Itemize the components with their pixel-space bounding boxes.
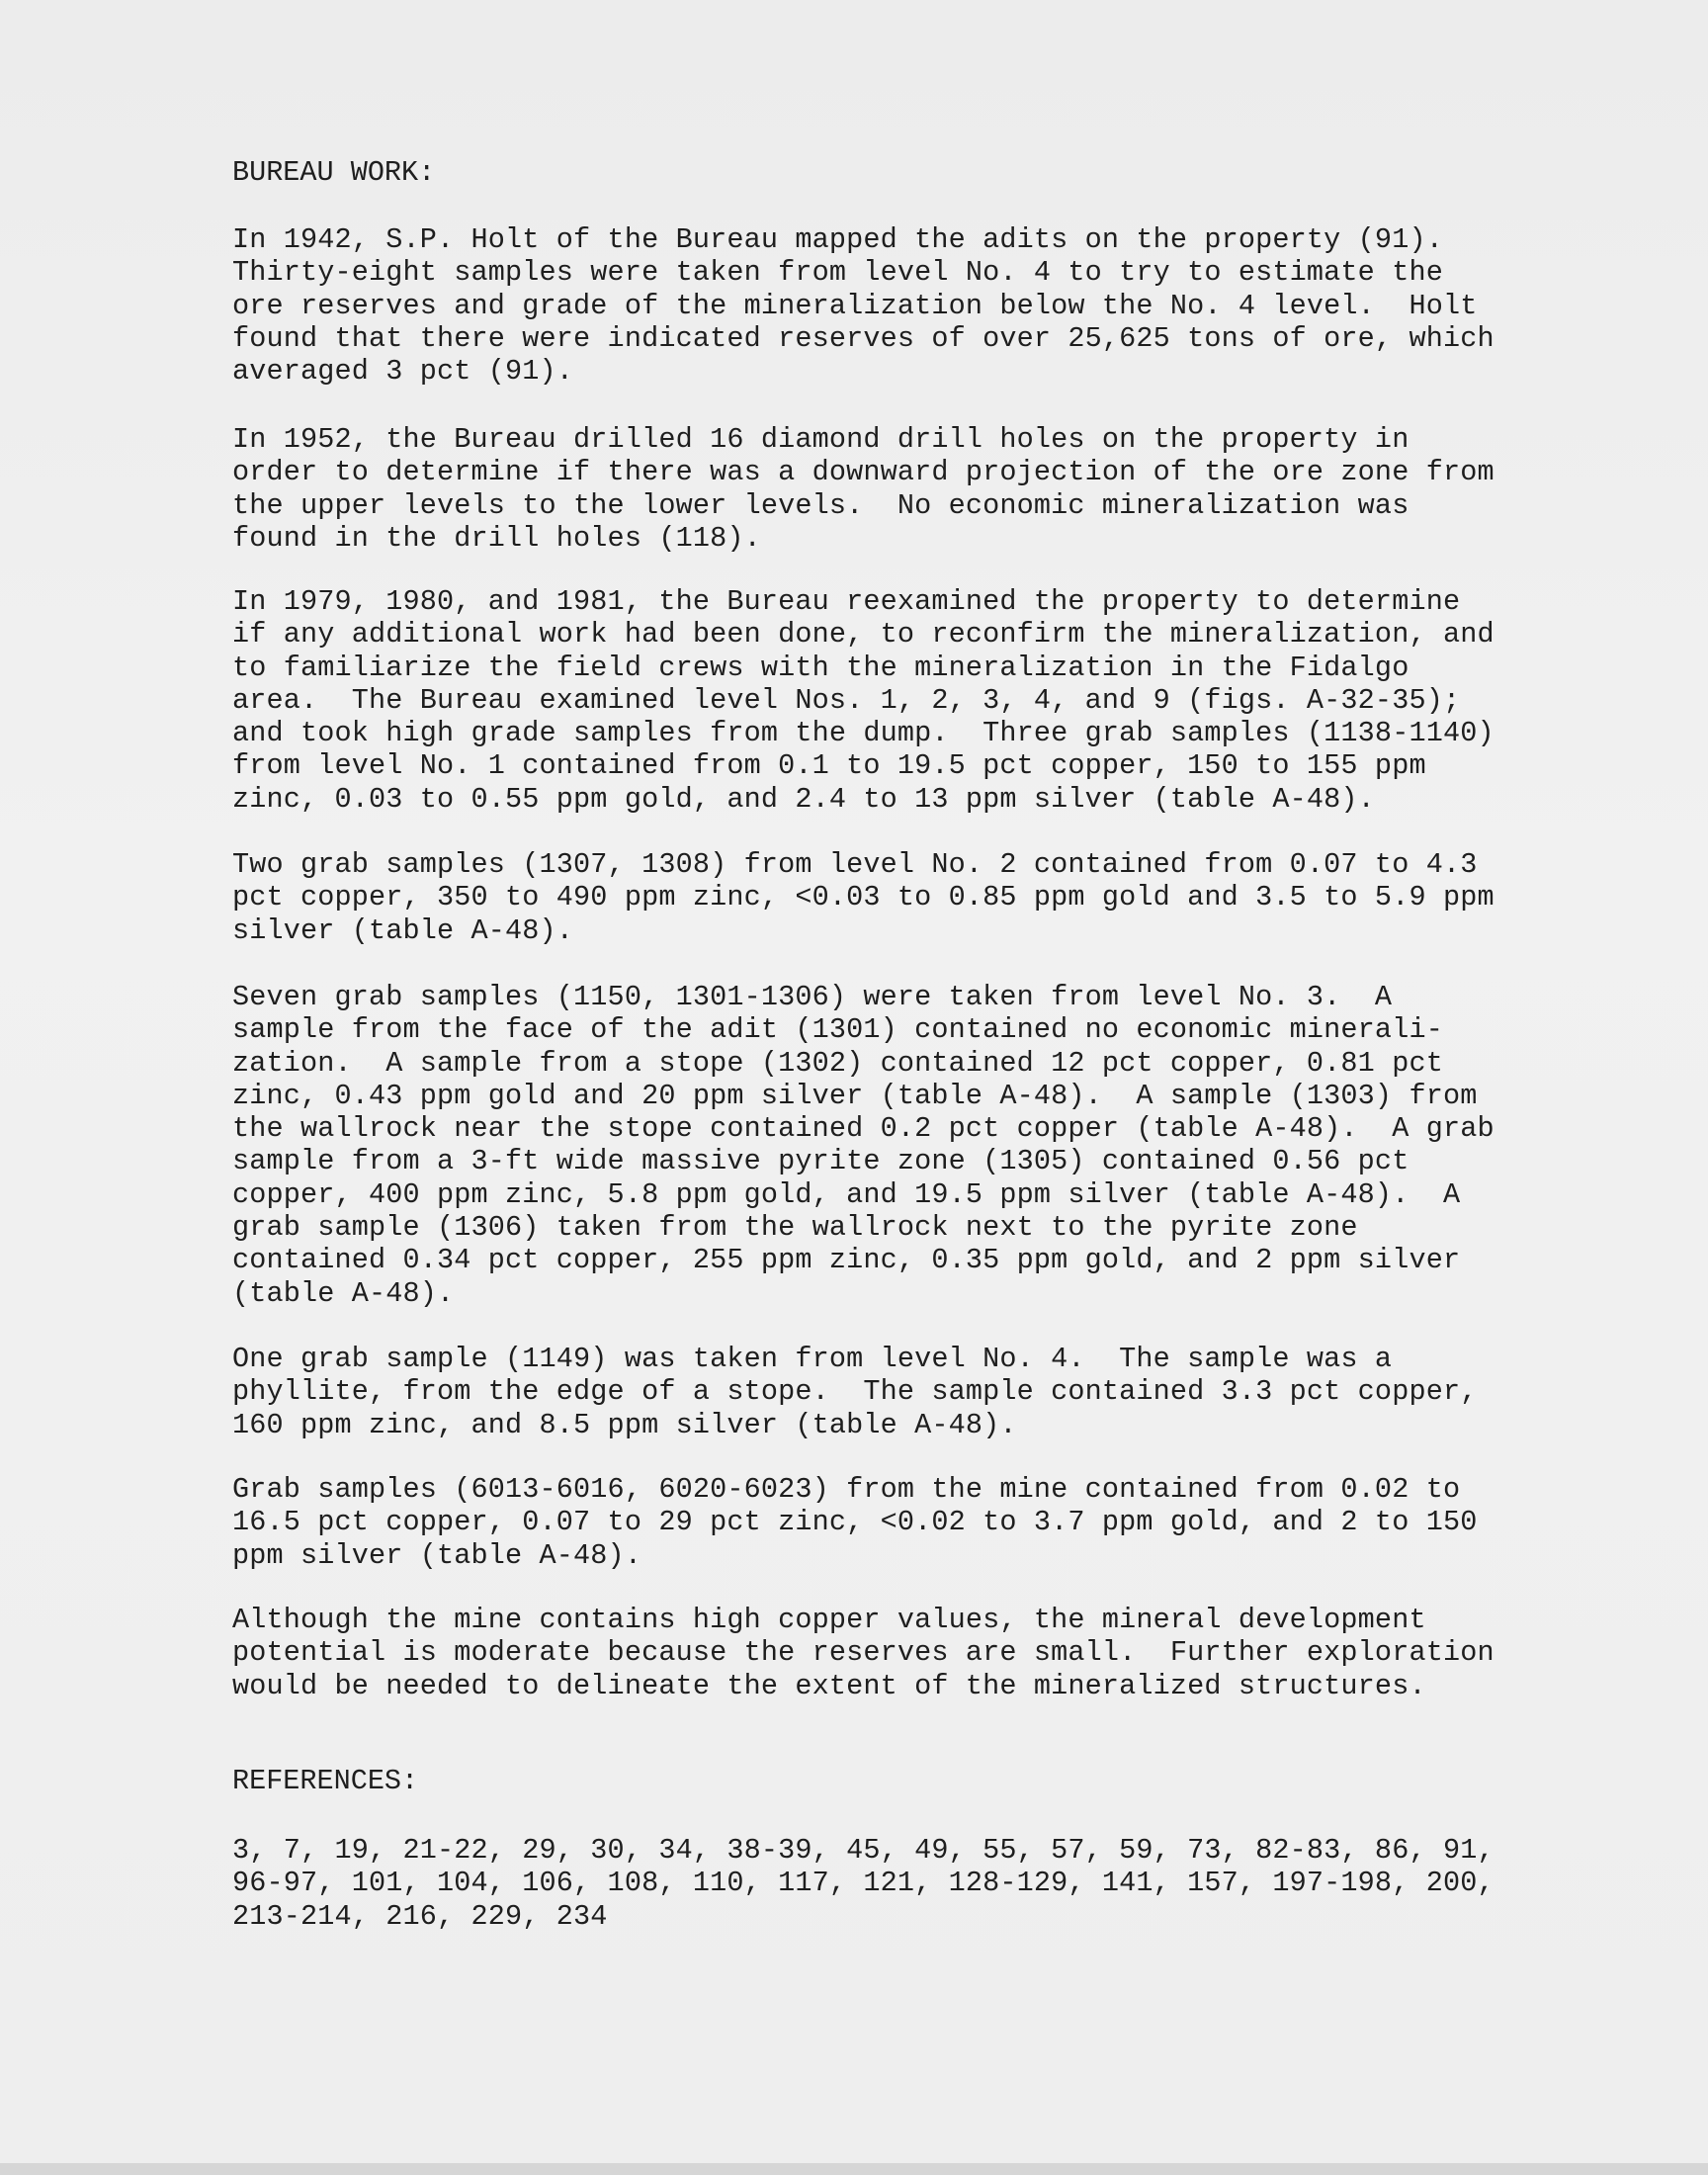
paragraph-1979-reexamination: In 1979, 1980, and 1981, the Bureau reexamined the property to determine if any additional work had been done, to reconfirm the mineralization, and to familiarize the field crews with the mineralization in the Fidalgo area. The Bureau examined level Nos. 1, 2, 3, 4, and 9 (figs. A-32-35); and took high grade samples from the dump. Three grab samples (1138-1140) from level No. 1 contained from 0.1 to 19.5 pct copper, 150 to 155 ppm zinc, 0.03 to 0.55 ppm gold, and 2.4 to 13 ppm silver (table A-48). [232,585,1494,816]
paragraph-level-2-samples: Two grab samples (1307, 1308) from level No. 2 contained from 0.07 to 4.3 pct copper, 350 to 490 ppm zinc, <0.03 to 0.85 ppm gold and 3.5 to 5.9 ppm silver (table A-48). [232,848,1494,947]
paragraph-1942-mapping: In 1942, S.P. Holt of the Bureau mapped the adits on the property (91). Thirty-eight samples were taken from level No. 4 to try to estimate the ore reserves and grade of the mineralization below the No. 4 level. Holt found that there were indicated reserves of over 25,625 tons of ore, which averaged 3 pct (91). [232,223,1494,389]
paragraph-1952-drilling: In 1952, the Bureau drilled 16 diamond drill holes on the property in order to determine if there was a downward projection of the ore zone from the upper levels to the lower levels. No economic mineralization was found in the drill holes (118). [232,423,1494,555]
scan-bottom-edge [0,2163,1708,2175]
bureau-work-heading: BUREAU WORK: [232,156,436,189]
paragraph-level-3-samples: Seven grab samples (1150, 1301-1306) were taken from level No. 3. A sample from the face of the adit (1301) contained no economic minerali- zation. A sample from a stope (1302) contained 12 pct copper, 0.81 pct zinc, 0.43 ppm gold and 20 ppm silver (table A-48). A sample (1303) from the wallrock near the stope contained 0.2 pct copper (table A-48). A grab sample from a 3-ft wide massive pyrite zone (1305) contained 0.56 pct copper, 400 ppm zinc, 5.8 ppm gold, and 19.5 ppm silver (table A-48). A grab sample (1306) taken from the wallrock next to the pyrite zone contained 0.34 pct copper, 255 ppm zinc, 0.35 ppm gold, and 2 ppm silver (table A-48). [232,981,1494,1310]
paragraph-mine-grab-samples: Grab samples (6013-6016, 6020-6023) from the mine contained from 0.02 to 16.5 pct copper, 0.07 to 29 pct zinc, <0.02 to 3.7 ppm gold, and 2 to 150 ppm silver (table A-48). [232,1473,1478,1572]
references-list: 3, 7, 19, 21-22, 29, 30, 34, 38-39, 45, 49, 55, 57, 59, 73, 82-83, 86, 91, 96-97, 101, 104, 106, 108, 110, 117, 121, 128-129, 141, 157, 197-198, 200, 213-214, 216, 229, 234 [232,1834,1494,1933]
paragraph-level-4-sample: One grab sample (1149) was taken from level No. 4. The sample was a phyllite, from the edge of a stope. The sample contained 3.3 pct copper, 160 ppm zinc, and 8.5 ppm silver (table A-48). [232,1343,1478,1441]
paragraph-development-potential: Although the mine contains high copper values, the mineral development potential is moderate because the reserves are small. Further exploration would be needed to delineate the extent of the mineralized structures. [232,1604,1494,1702]
references-heading: REFERENCES: [232,1765,419,1797]
